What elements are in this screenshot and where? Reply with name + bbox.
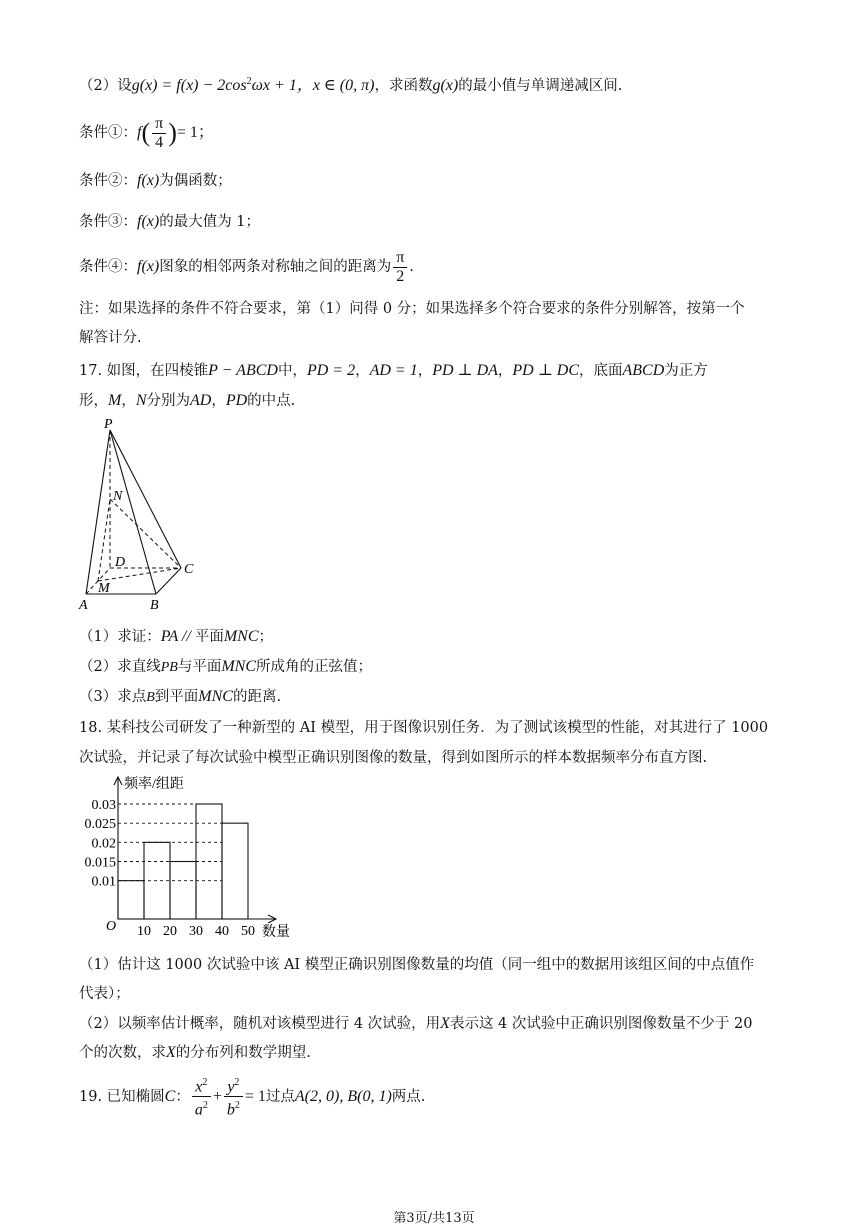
- q17-part1: （1）求证：PA // 平面MNC；: [79, 628, 273, 645]
- segment-MC: [98, 568, 181, 581]
- y-tick-label: 0.015: [84, 855, 116, 871]
- y-tick-label: 0.025: [84, 817, 116, 833]
- edge-PA: [86, 430, 110, 594]
- fraction-pi-over-2: $\frac{\pi}{2}$: [393, 249, 407, 286]
- q18-part2-line-1: （2）以频率估计概率，随机对该模型进行 4 次试验，用X表示这 4 次试验中正确识别图像数量不少于 20: [79, 1015, 753, 1032]
- label-N: N: [113, 489, 123, 504]
- y-tick-label: 0.03: [91, 798, 116, 813]
- condition-2: 条件②：f(x)为偶函数；: [79, 172, 232, 189]
- label-B: B: [150, 598, 159, 613]
- note-line-2: 解答计分.: [79, 330, 142, 346]
- fraction-y2-b2: $\frac{y^2}{b^2}$: [224, 1074, 243, 1120]
- q18-stem-line-2: 次试验，并记录了每次试验中模型正确识别图像的数量，得到如图所示的样本数据频率分布直方图.: [79, 750, 708, 766]
- q18-part1-line-2: 代表）；: [79, 986, 130, 1002]
- label-D: D: [115, 555, 126, 570]
- histogram-bar: [118, 881, 144, 919]
- label-A: A: [79, 598, 88, 613]
- histogram-bar: [222, 823, 248, 919]
- origin-label: O: [106, 919, 117, 934]
- condition-4: 条件④：f(x)图象的相邻两条对称轴之间的距离为 $\frac{\pi}{2}$ .: [79, 248, 414, 285]
- edge-BC: [156, 568, 181, 594]
- histogram-bar: [170, 862, 196, 920]
- x-tick-label: 50: [241, 924, 255, 939]
- note-line-1: 注：如果选择的条件不符合要求，第（1）问得 0 分；如果选择多个符合要求的条件分别解答，按第一个: [79, 301, 745, 317]
- y-tick-label: 0.01: [91, 874, 116, 890]
- label-P: P: [104, 417, 113, 432]
- condition-3: 条件③：f(x)的最大值为 1；: [79, 213, 261, 230]
- page-footer: 第3页/共13页: [393, 1211, 475, 1226]
- q18-stem-line-1: 18. 某科技公司研发了一种新型的 AI 模型，用于图像识别任务．为了测试该模型的性能，对其进行了 1000: [79, 720, 769, 736]
- y-axis-label: 频率/组距: [124, 777, 184, 792]
- q17-part2: （2）求直线PB与平面MNC所成角的正弦值；: [79, 658, 373, 675]
- segment-MN: [98, 499, 110, 581]
- q17-stem-line-2: 形，M，N分别为AD，PD的中点.: [79, 392, 296, 409]
- q18-part2-line-2: 个的次数，求X的分布列和数学期望.: [79, 1044, 311, 1061]
- x-tick-label: 40: [215, 924, 229, 939]
- fraction-x2-a2: $\frac{x^2}{a^2}$: [192, 1074, 211, 1120]
- condition-1: 条件①：f( $\frac{\pi}{4}$ )= 1；: [79, 114, 214, 151]
- pyramid-figure: [70, 412, 220, 617]
- q17-stem-line-1: 17. 如图，在四棱锥P − ABCD中，PD = 2，AD = 1，PD ⊥ DA，PD ⊥ DC，底面ABCD为正方: [79, 362, 708, 379]
- x-tick-label: 20: [163, 924, 177, 939]
- label-C: C: [184, 562, 194, 577]
- q16-part2: （2）设$g(x) = f(x) - 2\cos^2\omega x + 1$，x ∈ (0, π)，求函数g(x)的最小值与单调递减区间.: [79, 76, 623, 94]
- x-tick-label: 30: [189, 924, 203, 939]
- q18-part1-line-1: （1）估计这 1000 次试验中该 AI 模型正确识别图像数量的均值（同一组中的数据用该组区间的中点值作: [79, 957, 755, 973]
- x-tick-label: 10: [137, 924, 151, 939]
- fraction-pi-over-4: $\frac{\pi}{4}$: [152, 115, 166, 152]
- label-M: M: [98, 581, 110, 596]
- q17-part3: （3）求点B到平面MNC的距离.: [79, 688, 282, 705]
- frequency-histogram: [70, 772, 310, 942]
- y-tick-label: 0.02: [91, 836, 116, 852]
- q19-stem: 19. 已知椭圆C： $\frac{x^2}{a^2}$ + $\frac{y^2}{b^2}$ = 1过点A(2, 0), B(0, 1)两点.: [79, 1074, 425, 1120]
- x-axis-label: 数量: [262, 925, 290, 940]
